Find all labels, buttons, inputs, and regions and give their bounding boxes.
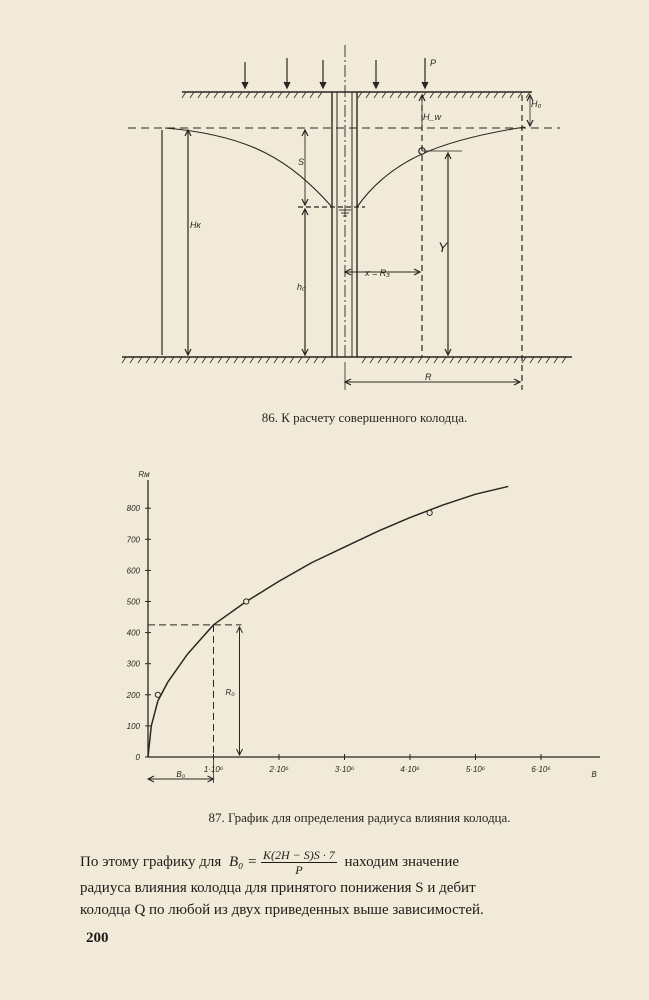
label-s: S	[298, 157, 305, 167]
paragraph-text-1b: находим значение	[344, 853, 460, 870]
formula-denominator: P	[295, 863, 303, 877]
y-axis-label: Rм	[138, 470, 150, 479]
x-tick-label: 2·10⁶	[269, 765, 289, 774]
x-tick-label: 3·10⁶	[334, 765, 355, 774]
label-x-r3: x = R₃	[365, 268, 390, 278]
y-tick-label: 200	[126, 690, 140, 700]
y-tick-label: 800	[126, 504, 140, 514]
y-tick-label: 300	[126, 659, 140, 669]
r0-label: R₀	[225, 687, 235, 697]
label-hw: H_w	[423, 112, 442, 122]
marked-point	[244, 599, 249, 604]
label-p: P	[430, 58, 437, 68]
y-tick-label: 400	[126, 628, 140, 638]
formula-numerator: K(2H − S)S · 7	[262, 848, 335, 862]
body-paragraph	[80, 848, 640, 921]
b0-label: B₀	[176, 770, 186, 779]
x-tick-label: 4·10⁶	[400, 765, 420, 774]
paragraph-line-3: колодца Q по любой из двух приведенных выше зависимостей.	[80, 902, 484, 918]
page-number: 200	[86, 930, 109, 946]
caption-figure-86: 86. К расчету совершенного колодца.	[261, 410, 468, 425]
series-line	[148, 486, 508, 757]
paragraph-line-2: радиуса влияния колодца для принятого понижения S и дебит	[80, 880, 476, 896]
formula-lhs: B₀ =	[228, 853, 258, 870]
y-tick-label: 700	[126, 535, 140, 545]
marked-point	[155, 692, 160, 697]
paragraph-line-1	[80, 848, 640, 877]
marked-point	[427, 510, 432, 515]
y-tick-label: 500	[126, 597, 140, 607]
x-tick-label: 5·10⁶	[465, 765, 486, 774]
x-axis-label: B	[591, 770, 597, 779]
label-r: R	[425, 372, 432, 382]
caption-figure-87: 87. График для определения радиуса влияния колодца.	[208, 810, 511, 825]
label-h0: h₀	[297, 282, 306, 292]
paragraph-text-1a: По этому графику для	[80, 853, 222, 870]
y-tick-label: 600	[126, 566, 140, 576]
formula-b0	[229, 848, 337, 877]
x-tick-label: 6·10⁶	[531, 765, 551, 774]
label-h0-top: H₀	[531, 99, 542, 109]
y-tick-label: 100	[126, 721, 140, 731]
label-hk: Hк	[190, 220, 201, 230]
formula-fraction	[261, 848, 337, 877]
label-y: Y	[438, 239, 448, 255]
x-tick-label: 1·10⁶	[203, 765, 224, 774]
y-tick-label: 0	[135, 753, 140, 762]
